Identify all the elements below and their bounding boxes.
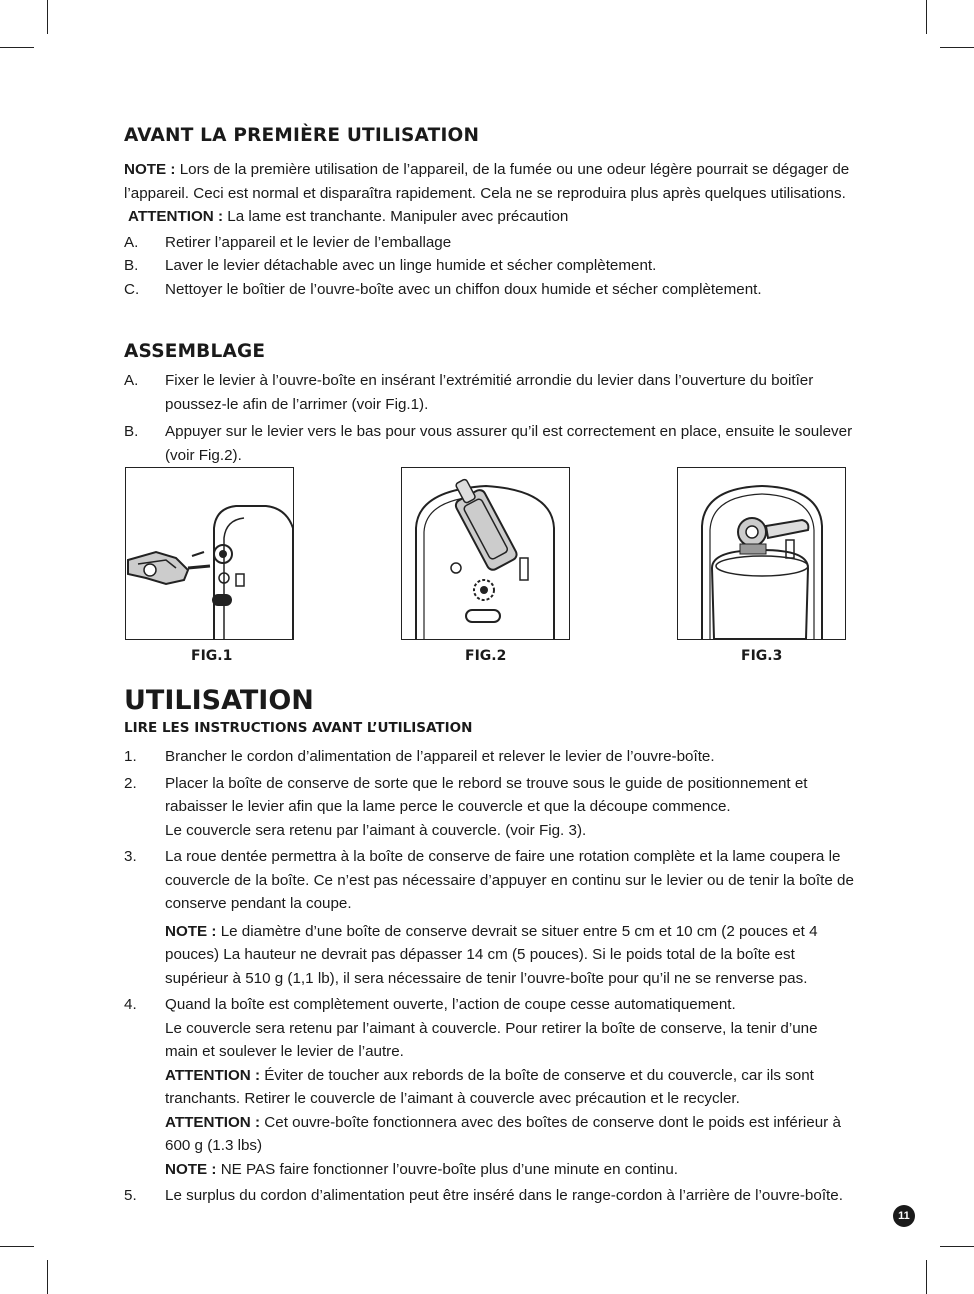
page-number: 11 (893, 1205, 915, 1227)
crop-mark (0, 1246, 34, 1247)
crop-mark (47, 1260, 48, 1294)
list-item: C. Nettoyer le boîtier de l’ouvre-boîte avec un chiffon doux humide et sécher complètement. (124, 280, 762, 298)
crop-mark (940, 47, 974, 48)
section-assemblage (124, 341, 854, 467)
section-title: AVANT LA PREMIÈRE UTILISATION (124, 125, 480, 146)
section-title: ASSEMBLAGE (124, 341, 266, 362)
figure-3-caption: FIG.3 (741, 648, 783, 664)
crop-mark (0, 47, 34, 48)
note-text: Le diamètre d’une boîte de conserve devrait se situer entre 5 cm et 10 cm (2 pouces et 4 pouces) La hauteur ne devrait pas dépasser 14 cm (5 pouces). Si le poids total de la boîte est supérieur à 510 g (1,1 lb), il sera nécessaire de tenir l’ouvre-boîte pour qu’il ne se renverse pas. (165, 922, 818, 987)
figure-1-illustration (125, 467, 294, 640)
attention-label: ATTENTION : (128, 208, 224, 225)
section-title: UTILISATION (124, 685, 314, 716)
figure-3-illustration (677, 467, 846, 640)
figure-2-illustration (401, 467, 570, 640)
figures-row (125, 467, 847, 641)
crop-mark (47, 0, 48, 34)
crop-mark (940, 1246, 974, 1247)
list-item: B. Laver le levier détachable avec un linge humide et sécher complètement. (124, 257, 657, 274)
usage-list (124, 745, 854, 1208)
list-item: 4. Quand la boîte est complètement ouverte, l’action de coupe cesse automatiquement. Le couvercle sera retenu par l’aimant à couvercle. Pour retirer la boîte de conserve, la tenir d’une main et soulever le levier de l’autre. ATTENTION : Éviter de toucher aux rebords de la boîte de conserve et du couvercle, car ils sont tranchants. Retirer le couvercle de l’aimant à couvercle avec précaution et le recycler. ATTENTION : Cet ouvre-boîte fonctionnera avec des boîtes de conserve dont le poids est inférieur à 600 g (1.3 lbs) NOTE : NE PAS faire fonctionner l’ouvre-boîte plus d’une minute en continu. (124, 993, 854, 1181)
list-item: 1. Brancher le cordon d’alimentation de l’appareil et relever le levier de l’ouvre-boîte. (124, 748, 715, 765)
attention-paragraph: ATTENTION : Éviter de toucher aux rebords de la boîte de conserve et du couvercle, car ils sont tranchants. Retirer le couvercle de l’aimant à couvercle avec précaution et le recycler. (165, 1066, 814, 1107)
note-paragraph: NOTE : NE PAS faire fonctionner l’ouvre-boîte plus d’une minute en continu. (165, 1160, 678, 1178)
list-item: A. Fixer le levier à l’ouvre-boîte en insérant l’extrémitié arrondie du levier dans l’ouverture du boitîer poussez-le afin de l’arrimer (voir Fig.1). (124, 372, 814, 413)
attention-label: ATTENTION : (165, 1113, 261, 1131)
list-item: A. Retirer l’appareil et le levier de l’emballage (124, 233, 452, 251)
note-text: Lors de la première utilisation de l’appareil, de la fumée ou une odeur légère pourrait se dégager de l’appareil. Ceci est normal et disparaîtra rapidement. Cela ne se reproduira plus après quelques utilisations. (124, 161, 850, 202)
note-label: NOTE : (165, 922, 217, 940)
attention-paragraph (124, 205, 854, 229)
section-avant (124, 125, 854, 301)
list-item: 3. La roue dentée permettra à la boîte de conserve de faire une rotation complète et la lame coupera le couvercle de la boîte. Ce n’est pas nécessaire d’appuyer en continu sur le levier ou de tenir la boîte de conserve pendant la coupe. NOTE : Le diamètre d’une boîte de conserve devrait se situer entre 5 cm et 10 cm (2 pouces et 4 pouces) La hauteur ne devrait pas dépasser 14 cm (5 pouces). Si le poids total de la boîte est supérieur à 510 g (1,1 lb), il sera nécessaire de tenir l’ouvre-boîte pour qu’il ne se renverse pas. (124, 845, 854, 990)
attention-paragraph: ATTENTION : Cet ouvre-boîte fonctionnera avec des boîtes de conserve dont le poids est inférieur à 600 g (1.3 lbs) (165, 1113, 841, 1154)
list-item: 5. Le surplus du cordon d’alimentation peut être inséré dans le range-cordon à l’arrière de l’ouvre-boîte. (124, 1187, 843, 1204)
assembly-list (124, 369, 854, 467)
crop-mark (926, 0, 927, 34)
attention-text: La lame est tranchante. Manipuler avec précaution (223, 208, 569, 225)
crop-mark (926, 1260, 927, 1294)
prep-list (124, 231, 854, 302)
note-paragraph (124, 158, 854, 205)
note-label: NOTE : (124, 161, 176, 178)
figure-1-caption: FIG.1 (191, 648, 233, 664)
note-label: NOTE : (165, 1160, 217, 1178)
figure-2-caption: FIG.2 (465, 648, 507, 664)
section-subtitle: LIRE LES INSTRUCTIONS AVANT L’UTILISATION (124, 720, 473, 736)
list-item: 2. Placer la boîte de conserve de sorte que le rebord se trouve sous le guide de positionnement et rabaisser le levier afin que la lame perce le couvercle et que la découpe commence. Le couvercle sera retenu par l’aimant à couvercle. (voir Fig. 3). (124, 774, 808, 839)
list-item: B. Appuyer sur le levier vers le bas pour vous assurer qu’il est correctement en place, ensuite le soulever (voir Fig.2). (124, 423, 853, 464)
note-paragraph (165, 920, 854, 991)
section-utilisation (124, 686, 854, 1208)
attention-label: ATTENTION : (165, 1066, 261, 1084)
